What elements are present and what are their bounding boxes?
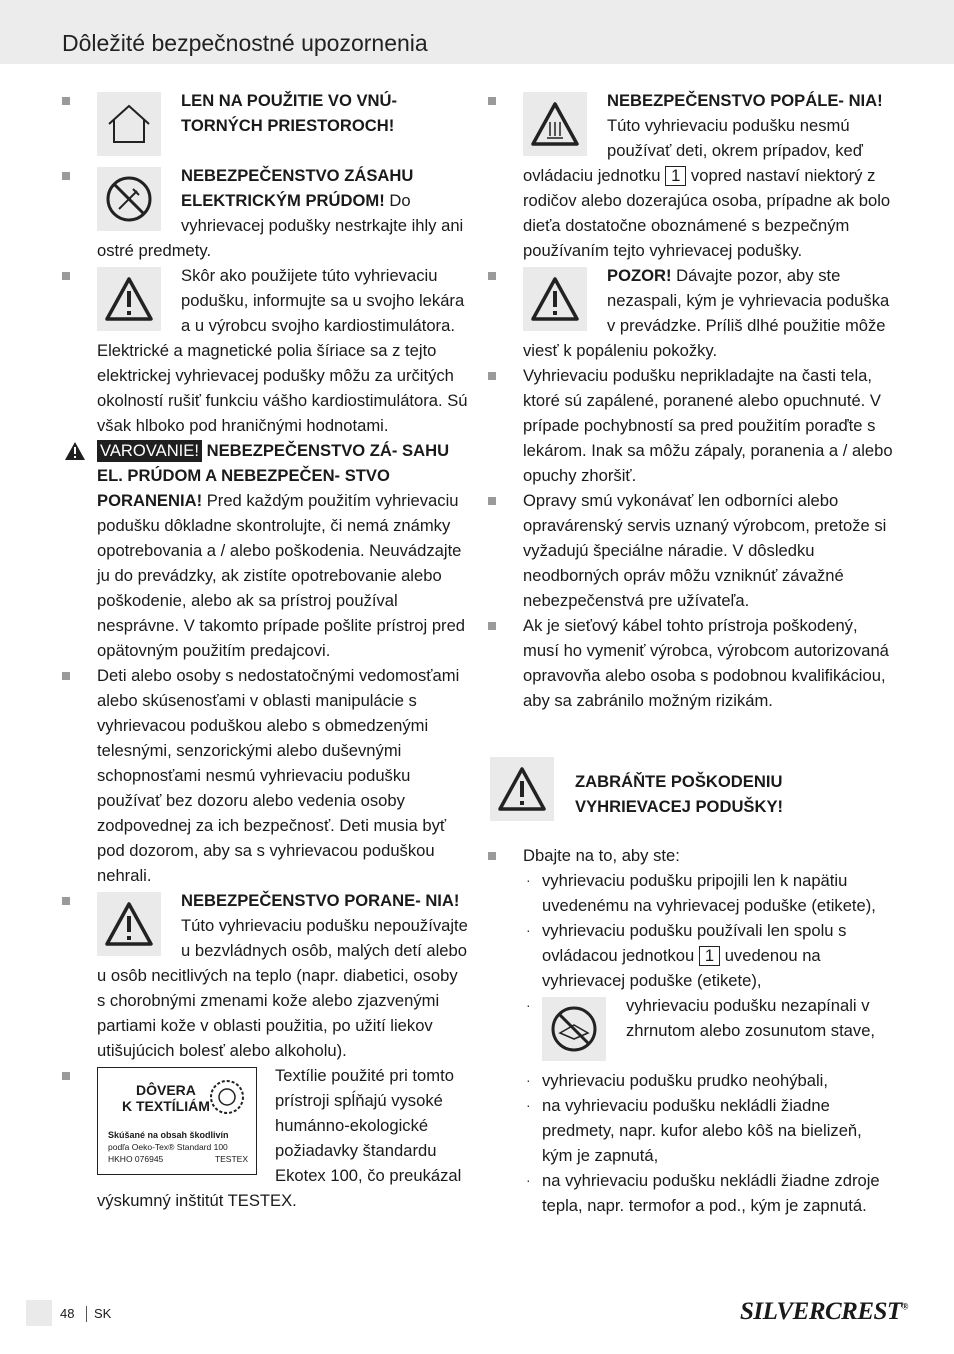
sub-item-text: vyhrievaciu podušku používali len spolu s ovládacou jednotkou xyxy=(542,921,847,965)
oeko-line-4: podľa Oeko-Tex® Standard 100 xyxy=(108,1142,228,1152)
bullet-icon xyxy=(62,672,70,680)
list-item xyxy=(488,488,894,613)
bullet-icon xyxy=(488,622,496,630)
oeko-tex-label xyxy=(97,1067,257,1175)
oeko-tex-logo-icon xyxy=(204,1074,250,1120)
house-icon xyxy=(97,92,161,156)
repair-text: Opravy smú vykonávať len odborníci alebo opravárenský servis uznaný výrobcom, pretože si vyžadujú špeciálne náradie. V dôsledku neodborných opráv môžu vzniknúť závažné nebezpečenstvá pre užívateľa. xyxy=(523,491,887,610)
warning-triangle-icon xyxy=(97,267,161,331)
dot-icon: · xyxy=(526,1072,531,1088)
sub-item-text: na vyhrievaciu podušku nekládli žiadne predmety, napr. kufor alebo kôš na bielizeň, kým je zapnutá, xyxy=(542,1096,862,1165)
warning-triangle-icon xyxy=(490,757,554,821)
list-item xyxy=(62,663,468,888)
pozor-text: Dávajte pozor, aby ste nezaspali, kým je vyhrievacia poduška v prevádzke. Príliš dlhé použitie môže viesť k popáleniu pokožky. xyxy=(523,266,890,360)
bullet-icon xyxy=(488,497,496,505)
ensure-text: Dbajte na to, aby ste: xyxy=(523,846,680,865)
bullet-icon xyxy=(488,97,496,105)
bullet-icon xyxy=(488,272,496,280)
list-item xyxy=(62,888,468,1063)
list-item xyxy=(488,88,894,263)
no-folding-icon xyxy=(542,997,606,1061)
pacemaker-text: Skôr ako použijete túto vyhrievaciu podušku, informujte sa u svojho lekára a u výrobcu svojho kardiostimulátora. Elektrické a magnetické polia šíriace sa z tejto elektrickej vyhrievacej podušky môžu za určitých okolností rušiť funkciu vášho kardiostimulátora. Sú však hlboko pod hraničnými hodnotami. xyxy=(97,266,468,435)
sub-item-text: vyhrievaciu podušku nezapínali v zhrnutom alebo zosunutom stave, xyxy=(626,996,876,1040)
inflamed-text: Vyhrievaciu podušku neprikladajte na časti tela, ktoré sú zapálené, poranené alebo opuchnuté. V prípade pochybností sa pred použitím poraďte s lekárom. Inak sa môžu zápaly, poranenia a / alebo opuchy zhoršiť. xyxy=(523,366,893,485)
oeko-line-1: DÔVERA xyxy=(136,1082,196,1098)
injury-title: NEBEZPEČENSTVO PORANE- NIA! xyxy=(181,891,460,910)
cable-text: Ak je sieťový kábel tohto prístroja poškodený, musí ho vymeniť výrobca, výrobcom autorizovaná opravovňa alebo osoba s podobnou kvalifikáciou, aby sa zabránilo možným rizikám. xyxy=(523,616,889,710)
warning-badge: VAROVANIE! xyxy=(97,440,202,462)
page-title: Dôležité bezpečnostné upozornenia xyxy=(62,30,428,56)
bullet-icon xyxy=(488,372,496,380)
list-item xyxy=(488,363,894,488)
dot-icon: · xyxy=(526,1097,531,1113)
left-column xyxy=(62,88,468,1213)
list-item xyxy=(62,263,468,438)
list-item xyxy=(488,613,894,713)
control-unit-ref: 1 xyxy=(665,166,686,186)
section-header xyxy=(488,757,894,821)
sub-item-text: vyhrievaciu podušku prudko neohýbali, xyxy=(542,1071,828,1090)
control-unit-ref: 1 xyxy=(699,946,720,966)
list-item xyxy=(62,1063,468,1213)
warning-small-icon xyxy=(64,441,86,468)
list-item xyxy=(488,263,894,363)
no-needles-icon xyxy=(97,167,161,231)
oeko-line-5: HKHO 076945 xyxy=(108,1154,164,1164)
list-item xyxy=(62,163,468,263)
oeko-line-3: Skúšané na obsah škodlivín xyxy=(108,1130,229,1140)
brand-mark: ® xyxy=(901,1301,908,1312)
page-header xyxy=(0,0,954,64)
textile-text: Textílie použité pri tomto prístroji spĺňajú vysoké humánno-ekologické požiadavky štandardu Ekotex 100, čo preukázal výskumný inštitút TESTEX. xyxy=(97,1066,462,1210)
burn-title: NEBEZPEČENSTVO POPÁLE- NIA! xyxy=(607,91,883,110)
dot-icon: · xyxy=(526,1172,531,1188)
shock-warning-title: NEBEZPEČENSTVO ZÁSAHU ELEKTRICKÝM PRÚDOM! xyxy=(181,166,414,210)
sub-item xyxy=(488,1168,894,1218)
list-item xyxy=(62,438,468,663)
language-code: SK xyxy=(94,1306,112,1321)
page-number: 48 xyxy=(60,1306,75,1321)
pozor-title: POZOR! xyxy=(607,266,672,285)
oeko-line-6: TESTEX xyxy=(214,1154,248,1164)
section-title: ZABRÁŇTE POŠKODENIU VYHRIEVACEJ PODUŠKY! xyxy=(575,772,784,816)
burn-text-b: vopred nastaví niektorý z rodičov alebo dozerajúca osoba, prípadne ak bolo dieťa dostatočne oboznámené s bezpečným používaním tejto vyhrievacej podušky. xyxy=(523,166,891,260)
sub-item xyxy=(488,1068,894,1093)
sub-item xyxy=(488,868,894,918)
varovanie-title: NEBEZPEČENSTVO ZÁ- SAHU EL. PRÚDOM A NEBEZPEČEN- STVO PORANENIA! xyxy=(97,441,450,510)
injury-text: Túto vyhrievaciu podušku nepoužívajte u bezvládnych osôb, malých detí alebo u osôb necitlivých na teplo (napr. diabetici, osoby s chorobnými zmenami kože alebo zjazvenými partiami kože v oblasti použitia, po užití liekov utišujúcich bolesť alebo alkoholu). xyxy=(97,916,468,1060)
bullet-icon xyxy=(62,1072,70,1080)
sub-item xyxy=(488,918,894,993)
bullet-icon xyxy=(62,172,70,180)
oeko-line-2: K TEXTÍLIÁM xyxy=(122,1098,210,1114)
sub-item-text: uvedenou na vyhrievacej poduške (etikete), xyxy=(542,946,821,990)
dot-icon: · xyxy=(526,872,531,888)
warning-triangle-icon xyxy=(523,267,587,331)
bullet-icon xyxy=(62,97,70,105)
hot-surface-icon xyxy=(523,92,587,156)
bullet-icon xyxy=(62,272,70,280)
varovanie-text: Pred každým použitím vyhrievaciu podušku dôkladne skontrolujte, či nemá známky opotrebovania a / alebo poškodenia. Neuvádzajte ju do prevádzky, ak zistíte opotrebovanie alebo poškodenie, alebo ak sa prístroj používal nesprávne. V takomto prípade pošlite prístroj pred opätovným použitím predajcovi. xyxy=(97,491,466,660)
brand-name: SILVERCREST xyxy=(740,1298,902,1325)
sub-item xyxy=(488,1093,894,1168)
bullet-icon xyxy=(62,897,70,905)
brand-logo xyxy=(740,1298,908,1326)
indoor-warning: LEN NA POUŽITIE VO VNÚ- TORNÝCH PRIESTOROCH! xyxy=(181,91,398,135)
burn-text-a: Túto vyhrievaciu podušku nesmú používať deti, okrem prípadov, keď ovládaciu jednotku xyxy=(523,116,863,185)
right-column xyxy=(488,88,894,1218)
dot-icon: · xyxy=(526,922,531,938)
footer-marker xyxy=(26,1300,52,1326)
list-item xyxy=(62,88,468,163)
sub-item-text: vyhrievaciu podušku pripojili len k napätiu uvedenému na vyhrievacej poduške (etikete), xyxy=(542,871,876,915)
footer-divider xyxy=(86,1306,87,1322)
sub-item xyxy=(488,993,894,1068)
sub-item-text: na vyhrievaciu podušku nekládli žiadne zdroje tepla, napr. termofor a pod., kým je zapnutá. xyxy=(542,1171,880,1215)
warning-triangle-icon xyxy=(97,892,161,956)
bullet-icon xyxy=(488,852,496,860)
dot-icon: · xyxy=(526,997,531,1013)
list-item xyxy=(488,843,894,868)
children-text: Deti alebo osoby s nedostatočnými vedomosťami alebo skúsenosťami v oblasti manipulácie s vyhrievacou poduškou alebo s obmedzenými telesnými, senzorickými alebo duševnými schopnosťami nesmú vyhrievaciu podušku používať bez dozoru alebo vedenia osoby zodpovednej za ich bezpečnosť. Deti musia byť pod dozorom, aby sa s vyhrievacou poduškou nehrali. xyxy=(97,666,460,885)
shock-warning-text: Do vyhrievacej podušky nestrkajte ihly ani ostré predmety. xyxy=(97,191,464,260)
